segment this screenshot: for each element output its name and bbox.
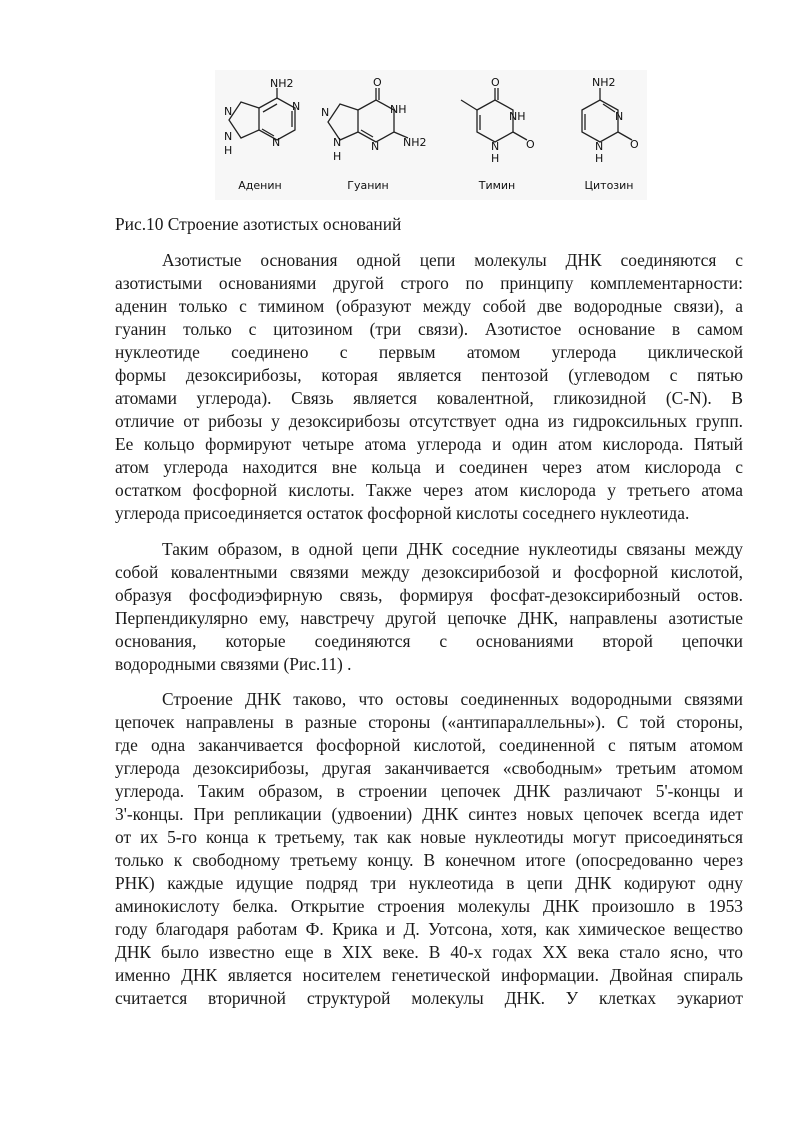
text-line: отличие от рибозы у дезоксирибозы отсутствует одна из гидроксильных групп. <box>115 411 743 431</box>
text-line: аденин только с тимином (образуют между собой две водородные связи), а <box>115 296 743 316</box>
text-line: собой ковалентными связями между дезоксирибозой и фосфорной кислотой, <box>115 562 743 582</box>
text-line: где одна заканчивается фосфорной кислотой, соединенной с пятым атомом <box>115 735 743 755</box>
text-line: аминокислоту белка. Открытие строения молекулы ДНК произошло в 1953 <box>115 896 743 916</box>
svg-text:H: H <box>224 144 233 157</box>
svg-text:N: N <box>224 105 233 118</box>
text-line: водородными связями (Рис.11) . <box>115 654 352 674</box>
svg-text:N: N <box>491 140 500 153</box>
text-line: РНК) каждые идущие подряд три нуклеотида в цепи ДНК кодируют одну <box>115 873 743 893</box>
thymine-label: Тимин <box>478 179 516 192</box>
svg-text:N: N <box>615 110 624 123</box>
cytosine-atoms <box>592 76 639 165</box>
adenine-atoms <box>224 77 300 157</box>
text-line: Перпендикулярно ему, навстречу другой цепочке ДНК, направлены азотистые <box>115 608 743 628</box>
svg-text:N: N <box>371 140 380 153</box>
paragraph-2 <box>115 538 743 676</box>
text-line: Азотистые основания одной цепи молекулы ДНК соединяются с <box>162 250 743 270</box>
text-line: нуклеотиде соединено с первым атомом углерода циклической <box>115 342 743 362</box>
paragraph-3 <box>115 688 743 1010</box>
svg-text:O: O <box>526 138 535 151</box>
guanine-atoms <box>321 76 427 163</box>
text-line: цепочек направлены в разные стороны («антипараллельны»). С той стороны, <box>115 712 743 732</box>
svg-text:H: H <box>333 150 342 163</box>
svg-text:NH2: NH2 <box>592 76 616 89</box>
svg-text:N: N <box>272 136 281 149</box>
svg-text:N: N <box>292 100 301 113</box>
text-line: основания, которые соединяются с основаниями второй цепочки <box>115 631 743 651</box>
text-line: углерода присоединяется остаток фосфорной кислоты соседнего нуклеотида. <box>115 503 690 523</box>
svg-text:H: H <box>491 152 500 165</box>
svg-text:H: H <box>595 152 604 165</box>
text-line: году благодаря работам Ф. Крика и Д. Уотсона, хотя, как химическое вещество <box>115 919 743 939</box>
figure-caption: Рис.10 Строение азотистых оснований <box>115 214 402 234</box>
text-line: считается вторичной структурой молекулы ДНК. У клетках эукариот <box>115 988 743 1008</box>
nitrogenous-bases-figure <box>215 70 647 200</box>
paragraph-1 <box>115 249 743 525</box>
svg-text:N: N <box>595 140 604 153</box>
svg-text:O: O <box>373 76 382 89</box>
text-line: гуанин только с цитозином (три связи). Азотистое основание в самом <box>115 319 743 339</box>
text-line: углерода дезоксирибозы, другая заканчивается «свободным» третьим атомом <box>115 758 743 778</box>
guanine-label: Гуанин <box>347 179 389 192</box>
svg-text:NH2: NH2 <box>270 77 294 90</box>
adenine-label: Аденин <box>238 179 282 192</box>
text-line: ДНК было известно еще в XIX веке. В 40-х годах XX века стало ясно, что <box>115 942 743 962</box>
svg-text:N: N <box>321 106 330 119</box>
text-line: образуя фосфодиэфирную связь, формируя фосфат-дезоксирибозный остов. <box>115 585 743 605</box>
text-line: атомами углерода). Связь является ковалентной, гликозидной (C-N). В <box>115 388 743 408</box>
svg-text:O: O <box>491 76 500 89</box>
text-line: от их 5-го конца к третьему, так как новые нуклеотиды могут присоединяться <box>115 827 743 847</box>
text-line: азотистыми основаниями другой строго по принципу комплементарности: <box>115 273 743 293</box>
text-line: Ее кольцо формируют четыре атома углерода и один атом кислорода. Пятый <box>115 434 743 454</box>
text-line: формы дезоксирибозы, которая является пентозой (углеводом с пятью <box>115 365 743 385</box>
svg-text:N: N <box>333 136 342 149</box>
svg-text:O: O <box>630 138 639 151</box>
cytosine-label: Цитозин <box>584 179 634 192</box>
text-line: только к свободному третьему концу. В конечном итоге (опосредованно через <box>115 850 743 870</box>
text-line: Таким образом, в одной цепи ДНК соседние нуклеотиды связаны между <box>162 539 743 559</box>
svg-text:NH2: NH2 <box>403 136 427 149</box>
text-line: Строение ДНК таково, что остовы соединенных водородными связями <box>162 689 743 709</box>
text-line: атом углерода находится вне кольца и соединен через атом кислорода с <box>115 457 743 477</box>
svg-text:NH: NH <box>509 110 526 123</box>
svg-text:N: N <box>224 130 233 143</box>
text-line: углерода. Таким образом, в строении цепочек ДНК различают 5'-концы и <box>115 781 743 801</box>
text-line: остатком фосфорной кислоты. Также через атом кислорода у третьего атома <box>115 480 743 500</box>
text-line: именно ДНК является носителем генетической информации. Двойная спираль <box>115 965 743 985</box>
svg-text:NH: NH <box>390 103 407 116</box>
text-line: 3'-концы. При репликации (удвоении) ДНК синтез новых цепочек всегда идет <box>115 804 743 824</box>
